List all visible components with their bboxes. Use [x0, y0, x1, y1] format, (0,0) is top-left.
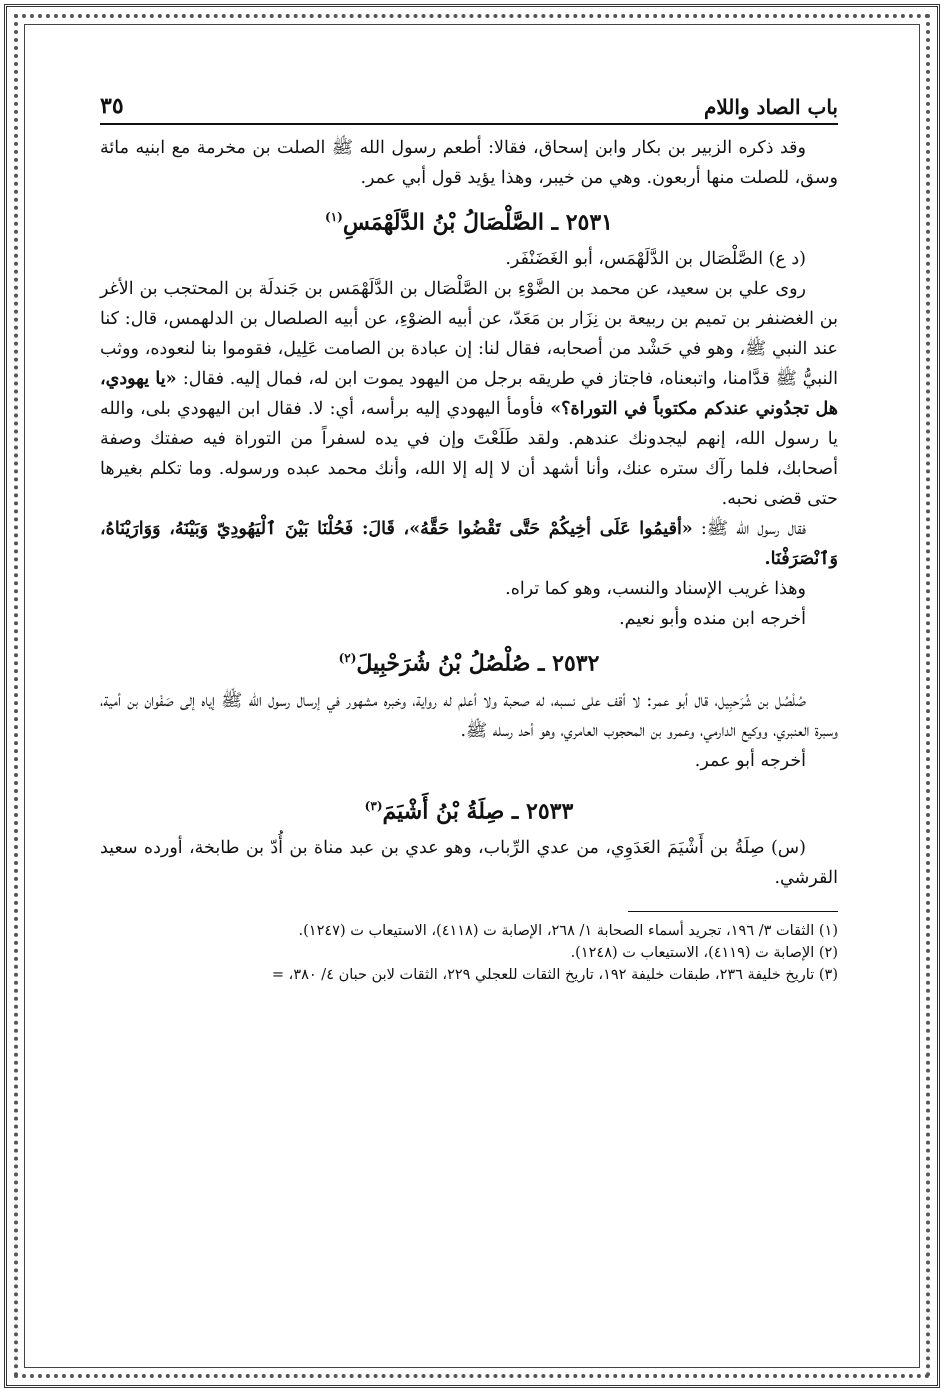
entry-title: ٢٥٣١ ـ الصَّلْصَالُ بْنُ الدَّلَهْمَسِ [342, 209, 613, 236]
entry-heading-2531 [100, 197, 838, 242]
entry-line: أخرجه ابن منده وأبو نعيم. [619, 609, 806, 630]
running-header [100, 85, 838, 125]
footnote-ref: (١) [325, 210, 343, 224]
entry-line: (د ع) الصَّلْصَال بن الدَّلَهْمَس، أبو الغَضَنْفَر. [505, 249, 806, 270]
chapter-title: باب الصاد واللام [703, 95, 838, 119]
entry-line: وهذا غريب الإسناد والنسب، وهو كما تراه. [505, 579, 806, 600]
entry-paragraph [100, 514, 838, 574]
entry-paragraph: صُلْصُل بن شُرَحبِيل، قال أبو عمر: لا أقف على نسبه، له صحبة ولا أعلم له رواية، وخبره مشهور في إرسال رسول الله ﷺ إياه إلى صَفْوان بن أمية، وسبرة العنبري، ووكيع الدارمي، وعمرو بن المحجوب العامري، وهو أحد رسله ﷺ. [100, 690, 838, 741]
paragraph-text: روى علي بن سعيد، عن محمد بن الضَّوْءِ بن الصَّلْصَال بن الدَّلَهْمَس بن جَندلَة بن المحتجب بن الأغر بن الغضنفر بن تميم بن ربيعة بن نِزَار بن مَعَدّ، عن أبيه الضوْءِ، عن أبيه الصلصال بن الدلهمس، قال: كنا عند النبي ﷺ، وهو في حَشْد من أصحابه، فقال لنا: إن عبادة بن الصامت عَلِيل، فقوموا بنا لنعوده، ووثب النبيُّ ﷺ قدَّامنا، واتبعناه، فاجتاز في طريقه برجل من اليهود يموت ابن له، فمال إليه. فقال: [100, 279, 838, 390]
quoted-hadith: «أقيمُوا عَلَى أخِيكُمْ حَتَّى تَقْضُوا حَقَّهُ» [409, 519, 693, 540]
footnote-ref: (٣) [364, 798, 383, 813]
footnote: (١) الثقات ٣/ ١٩٦، تجريد أسماء الصحابة ١/ ٢٦٨، الإصابة ت (٤١١٨)، الاستيعاب ت (١٢٤٧). [298, 922, 838, 939]
footnote: (٢) الإصابة ت (٤١١٩)، الاستيعاب ت (١٢٤٨). [570, 944, 838, 961]
quoted-hadith: «يا يهودي، هل تجدُوني عندكم مكتوباً في التوراة؟» [100, 369, 839, 420]
entry-heading-2533 [100, 786, 838, 831]
entry-heading-2532 [100, 638, 838, 683]
page-content [100, 85, 838, 986]
entry-paragraph [100, 274, 838, 514]
footnote-separator [628, 911, 838, 912]
entry-title: ٢٥٣٢ ـ صُلْصُلُ بْنُ شُرَحْبِيلَ [356, 650, 600, 677]
paragraph-text: فقال رسول الله ﷺ: [692, 519, 807, 540]
paragraph-text: ، قَالَ: فَحُلْنَا بَيْنَ ٱلْيَهُودِيّ وَبَيْنَهُ، وَوَارَيْنَاهُ، وَٱنْصَرَفْنَا. [100, 519, 838, 570]
footnote-ref: (٢) [338, 651, 357, 666]
footnote: (٣) تاريخ خليفة ٢٣٦، طبقات خليفة ١٩٢، تاريخ الثقات للعجلي ٢٢٩، الثقات لابن حبان ٤/ ٣٨٠، = [271, 966, 838, 983]
paragraph-text: فأومأ اليهودي إليه برأسه، أي: لا. فقال ابن اليهودي بلى، والله يا رسول الله، إنهم ليجدونك عندهم. ولقد طَلَعْتَ وإن في يده لسفراً من التوراة فيه صفتك وصفة أصحابك، فلما رآك ستره عنك، وأنا أشهد أن لا إله إلا الله، وأنك محمد عبده ورسوله. وما تكلم بغيرها حتى قضى نحبه. [100, 399, 838, 510]
intro-paragraph: وقد ذكره الزبير بن بكار وابن إسحاق، فقالا: أطعم رسول الله ﷺ الصلت بن مخرمة مع ابنيه مائة وسق، للصلت منها أربعون. وهي من خيبر، وهذا يؤيد قول أبي عمر. [100, 138, 838, 188]
entry-title: ٢٥٣٣ ـ صِلَةُ بْنُ أَشْيَمَ [382, 797, 574, 824]
entry-line: أخرجه أبو عمر. [694, 750, 806, 771]
entry-paragraph: (س) صِلَةُ بن أَشْيَمَ العَدَوِي، من عدي الرِّباب، وهو عدي بن عبد مناة بن أُدّ بن طابخة، أورده سعيد القرشي. [100, 837, 838, 888]
page-number: ٣٥ [100, 93, 124, 119]
